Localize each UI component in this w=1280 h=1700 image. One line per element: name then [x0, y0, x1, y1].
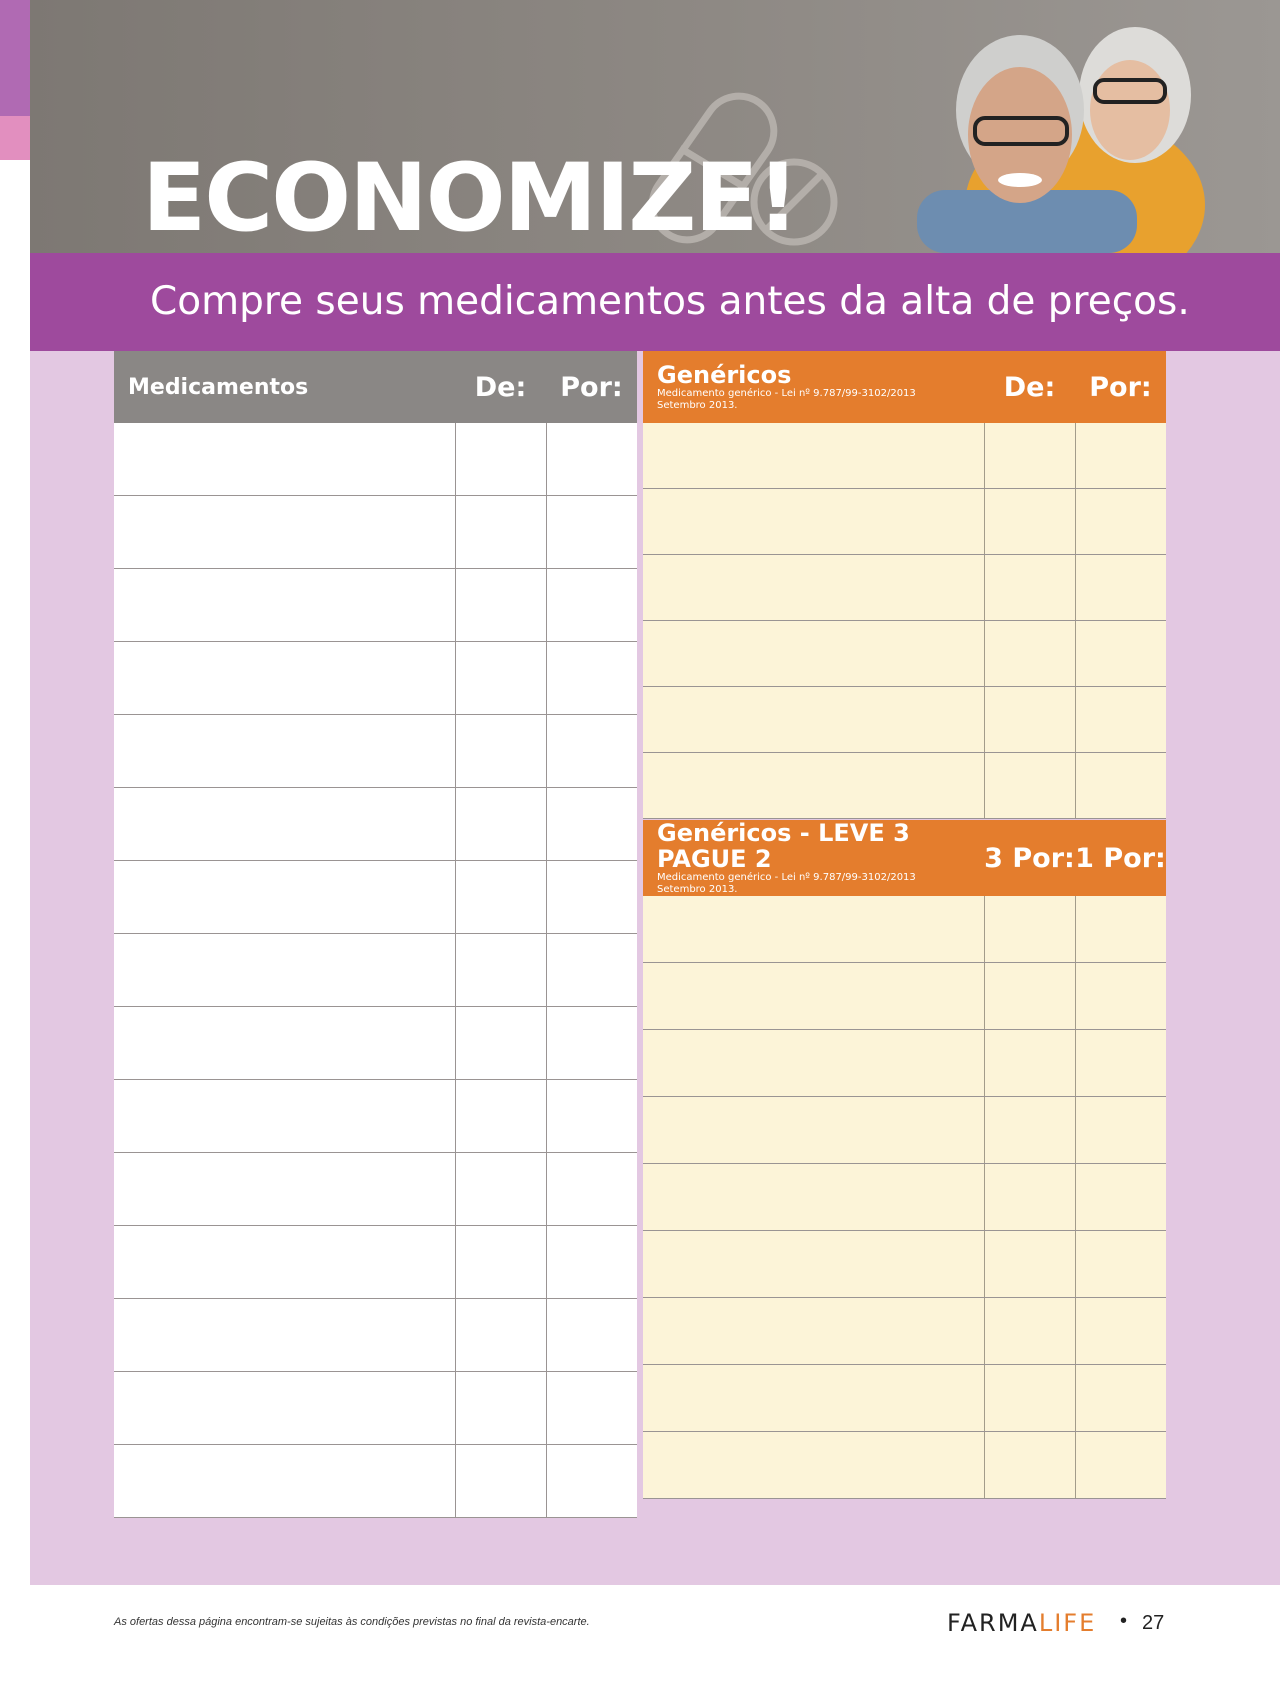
por-cell — [546, 715, 637, 788]
generico-cell — [643, 1298, 984, 1365]
edge-tab-pink — [0, 116, 30, 160]
brand-logo — [947, 1609, 1096, 1637]
table-row — [643, 896, 1166, 963]
1por-cell — [1075, 1030, 1166, 1097]
footer-bullet: • — [1120, 1610, 1128, 1632]
table-row — [643, 423, 1166, 489]
por-cell — [546, 423, 637, 496]
3por-cell — [984, 1030, 1075, 1097]
de-cell — [455, 569, 546, 642]
1por-cell — [1075, 896, 1166, 963]
por-cell — [546, 861, 637, 934]
de-cell — [455, 1445, 546, 1518]
medicamento-cell — [114, 423, 455, 496]
table-row — [114, 1080, 637, 1153]
de-cell — [455, 1080, 546, 1153]
de-cell — [984, 555, 1075, 621]
por-cell — [1075, 687, 1166, 753]
table-row — [114, 788, 637, 861]
de-cell — [455, 1007, 546, 1080]
medicamento-cell — [114, 496, 455, 569]
por-cell — [546, 1299, 637, 1372]
leve3-header-1por: 1 Por: — [1075, 820, 1166, 896]
table-row — [643, 489, 1166, 555]
table-row — [114, 496, 637, 569]
por-cell — [546, 1226, 637, 1299]
3por-cell — [984, 1164, 1075, 1231]
medicamento-cell — [114, 1007, 455, 1080]
medicamento-cell — [114, 1226, 455, 1299]
1por-cell — [1075, 1432, 1166, 1499]
table-row — [643, 1030, 1166, 1097]
3por-cell — [984, 963, 1075, 1030]
medicamento-cell — [114, 1299, 455, 1372]
1por-cell — [1075, 1298, 1166, 1365]
hero-title: ECONOMIZE! — [142, 144, 798, 253]
por-cell — [546, 642, 637, 715]
genericos-header-por: Por: — [1075, 351, 1166, 423]
generico-cell — [643, 1432, 984, 1499]
3por-cell — [984, 1365, 1075, 1432]
de-cell — [455, 1226, 546, 1299]
header-medicamentos: Medicamentos — [114, 351, 455, 423]
medicamento-cell — [114, 642, 455, 715]
de-cell — [455, 642, 546, 715]
table-row — [643, 555, 1166, 621]
leve3-table — [643, 820, 1166, 1499]
generico-cell — [643, 621, 984, 687]
footer-disclaimer: As ofertas dessa página encontram-se sujeitas às condições previstas no final da revista-encarte. — [114, 1616, 590, 1628]
de-cell — [455, 715, 546, 788]
generico-cell — [643, 1030, 984, 1097]
genericos-title: Genéricos — [657, 361, 792, 389]
medicamentos-header-row — [114, 351, 637, 423]
table-row — [114, 1226, 637, 1299]
table-row — [643, 1365, 1166, 1432]
de-cell — [984, 621, 1075, 687]
table-row — [643, 1097, 1166, 1164]
por-cell — [546, 1372, 637, 1445]
header-por: Por: — [546, 351, 637, 423]
por-cell — [1075, 621, 1166, 687]
genericos-header-de: De: — [984, 351, 1075, 423]
brand-logo-part2: LIFE — [1038, 1609, 1097, 1637]
leve3-note-line1: Medicamento genérico - Lei nº 9.787/99-3102/2013 — [657, 872, 916, 883]
leve3-header-3por: 3 Por: — [984, 820, 1075, 896]
generico-cell — [643, 963, 984, 1030]
genericos-header — [643, 351, 984, 423]
de-cell — [455, 1372, 546, 1445]
leve3-header-row — [643, 820, 1166, 896]
generico-cell — [643, 1231, 984, 1298]
por-cell — [1075, 489, 1166, 555]
generico-cell — [643, 896, 984, 963]
3por-cell — [984, 1231, 1075, 1298]
leve3-title: Genéricos - LEVE 3 PAGUE 2 — [657, 819, 910, 873]
por-cell — [546, 934, 637, 1007]
subtitle-band — [30, 253, 1280, 351]
de-cell — [984, 423, 1075, 489]
de-cell — [455, 934, 546, 1007]
table-row — [114, 1007, 637, 1080]
por-cell — [1075, 423, 1166, 489]
por-cell — [546, 1445, 637, 1518]
3por-cell — [984, 1097, 1075, 1164]
generico-cell — [643, 489, 984, 555]
medicamento-cell — [114, 1080, 455, 1153]
3por-cell — [984, 1432, 1075, 1499]
medicamento-cell — [114, 1153, 455, 1226]
3por-cell — [984, 1298, 1075, 1365]
por-cell — [1075, 753, 1166, 819]
medicamento-cell — [114, 1445, 455, 1518]
de-cell — [455, 861, 546, 934]
genericos-header-row — [643, 351, 1166, 423]
table-row — [114, 1372, 637, 1445]
table-row — [643, 753, 1166, 819]
table-row — [114, 934, 637, 1007]
table-row — [114, 861, 637, 934]
1por-cell — [1075, 1365, 1166, 1432]
de-cell — [455, 496, 546, 569]
por-cell — [546, 1007, 637, 1080]
de-cell — [455, 423, 546, 496]
medicamentos-table — [114, 351, 637, 1518]
genericos-table — [643, 351, 1166, 819]
table-row — [643, 1298, 1166, 1365]
de-cell — [984, 489, 1075, 555]
table-row — [643, 1164, 1166, 1231]
genericos-note-line1: Medicamento genérico - Lei nº 9.787/99-3102/2013 — [657, 388, 916, 399]
1por-cell — [1075, 1097, 1166, 1164]
brand-logo-part1: FARMA — [947, 1609, 1039, 1637]
table-row — [114, 1299, 637, 1372]
table-row — [114, 569, 637, 642]
por-cell — [546, 569, 637, 642]
por-cell — [1075, 555, 1166, 621]
table-row — [114, 642, 637, 715]
table-row — [114, 423, 637, 496]
1por-cell — [1075, 1231, 1166, 1298]
table-row — [114, 1445, 637, 1518]
generico-cell — [643, 1365, 984, 1432]
header-de: De: — [455, 351, 546, 423]
medicamento-cell — [114, 715, 455, 788]
table-row — [114, 1153, 637, 1226]
page-number: 27 — [1142, 1612, 1165, 1634]
generico-cell — [643, 1097, 984, 1164]
leve3-header — [643, 820, 984, 896]
generico-cell — [643, 753, 984, 819]
generico-cell — [643, 423, 984, 489]
table-row — [114, 715, 637, 788]
por-cell — [546, 788, 637, 861]
leve3-note-line2: Setembro 2013. — [657, 884, 738, 895]
table-row — [643, 621, 1166, 687]
table-row — [643, 1231, 1166, 1298]
1por-cell — [1075, 963, 1166, 1030]
de-cell — [984, 753, 1075, 819]
medicamento-cell — [114, 861, 455, 934]
edge-tab-purple — [0, 0, 30, 116]
3por-cell — [984, 896, 1075, 963]
medicamento-cell — [114, 788, 455, 861]
genericos-note-line2: Setembro 2013. — [657, 400, 738, 411]
medicamento-cell — [114, 1372, 455, 1445]
hero-subtitle: Compre seus medicamentos antes da alta de preços. — [150, 279, 1190, 324]
de-cell — [455, 1153, 546, 1226]
medicamento-cell — [114, 934, 455, 1007]
generico-cell — [643, 555, 984, 621]
de-cell — [455, 788, 546, 861]
de-cell — [455, 1299, 546, 1372]
de-cell — [984, 687, 1075, 753]
por-cell — [546, 1080, 637, 1153]
1por-cell — [1075, 1164, 1166, 1231]
generico-cell — [643, 687, 984, 753]
couple-photo — [917, 27, 1205, 253]
table-row — [643, 687, 1166, 753]
generico-cell — [643, 1164, 984, 1231]
por-cell — [546, 496, 637, 569]
table-row — [643, 963, 1166, 1030]
medicamento-cell — [114, 569, 455, 642]
table-row — [643, 1432, 1166, 1499]
por-cell — [546, 1153, 637, 1226]
hero-banner — [30, 0, 1280, 253]
